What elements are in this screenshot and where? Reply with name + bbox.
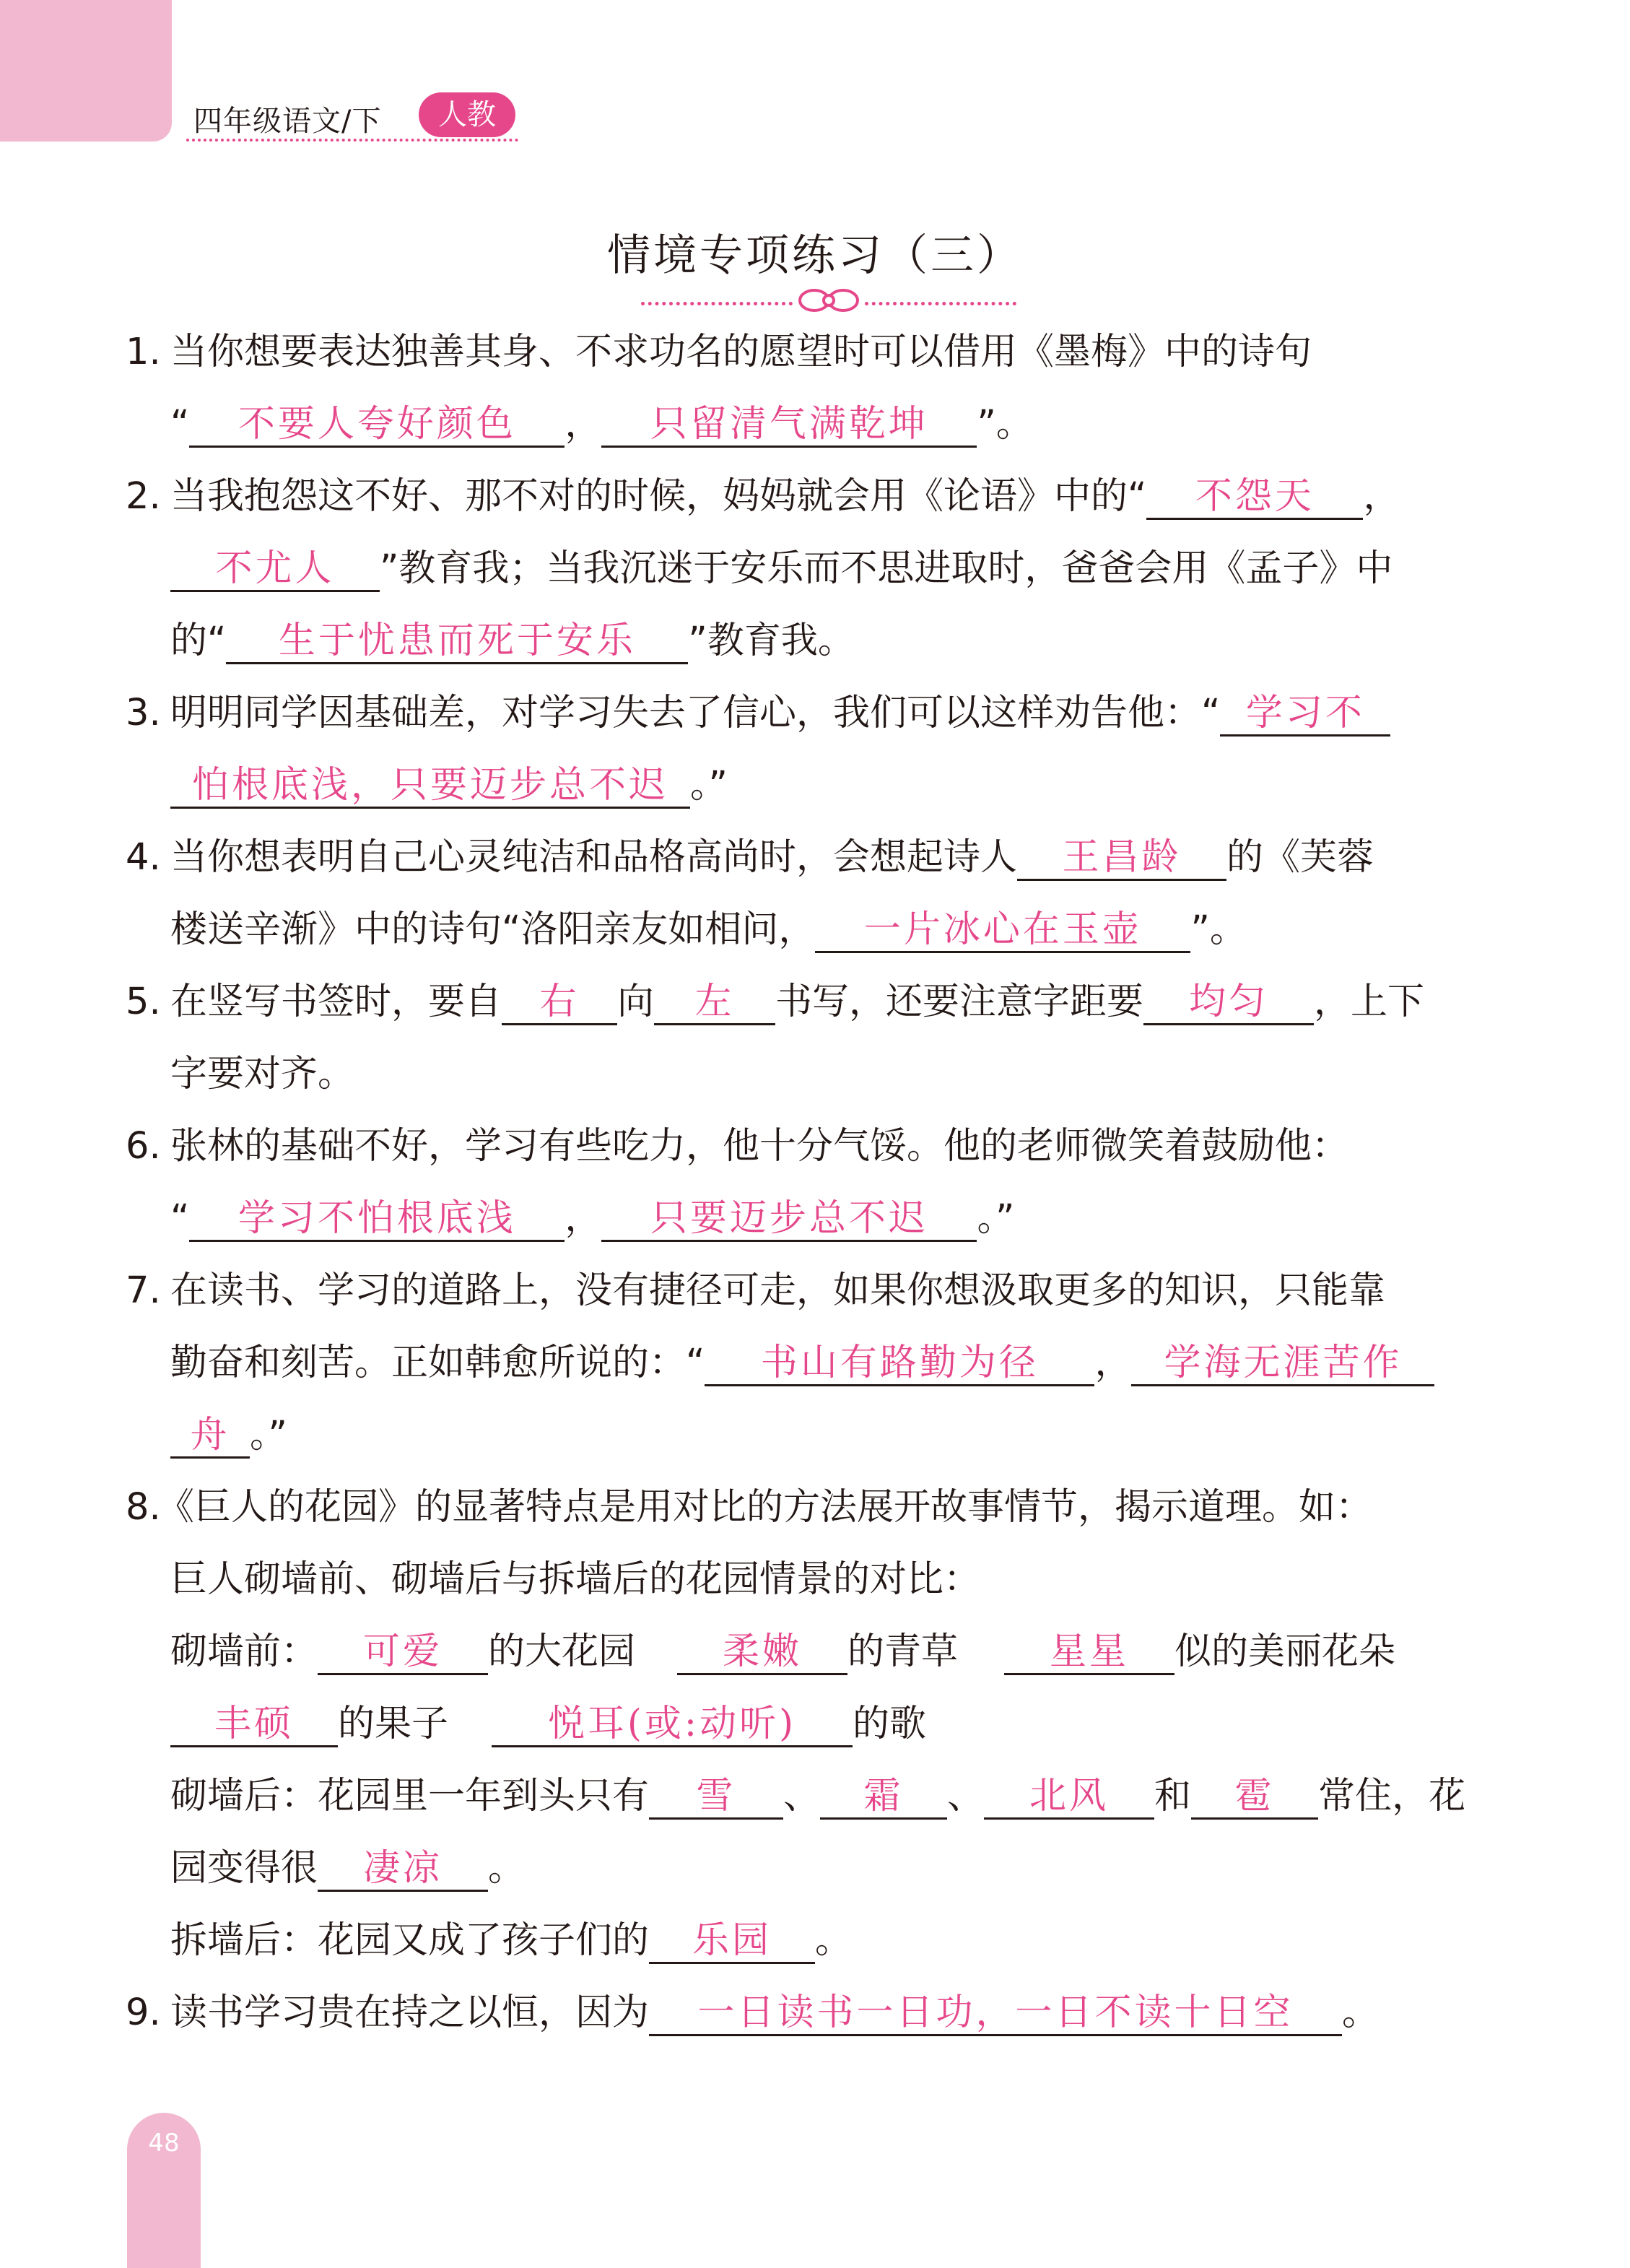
answer-blank: 悦耳(或:动听) xyxy=(492,1703,853,1747)
question-number: 2. xyxy=(126,475,161,518)
answer-blank: 霜 xyxy=(820,1776,947,1820)
answer-blank: 可爱 xyxy=(318,1631,488,1675)
question-text: 在读书、学习的道路上，没有捷径可走，如果你想汲取更多的知识，只能靠 xyxy=(170,1269,1386,1312)
comma: ， xyxy=(1094,1342,1132,1384)
question-number: 3. xyxy=(126,692,161,734)
question-text: 书写，还要注意字距要 xyxy=(775,981,1144,1023)
comma: ， xyxy=(565,403,602,446)
answer-blank: 星星 xyxy=(1004,1631,1174,1675)
question-6 xyxy=(126,1111,1512,1255)
corner-tab xyxy=(0,0,172,142)
question-3 xyxy=(126,677,1512,822)
page-number-tab xyxy=(127,2113,201,2268)
ornament-dots-right xyxy=(865,302,1016,305)
question-text: 和 xyxy=(1154,1775,1192,1817)
open-quote: “ xyxy=(170,1197,190,1240)
question-text: 张林的基础不好，学习有些吃力，他十分气馁。他的老师微笑着鼓励他： xyxy=(170,1125,1349,1168)
question-number: 6. xyxy=(126,1125,161,1168)
after-label: 砌墙后：花园里一年到头只有 xyxy=(170,1775,650,1817)
answer-blank: 一片冰心在玉壶 xyxy=(815,909,1190,953)
question-text: 常住，花 xyxy=(1318,1775,1466,1817)
question-text: 。 xyxy=(1342,1991,1380,2034)
question-text: 向 xyxy=(617,981,655,1023)
before-label: 砌墙前： xyxy=(170,1630,318,1673)
answer-blank: 生于忧患而死于安乐 xyxy=(226,620,688,664)
answer-blank: 丰硕 xyxy=(170,1703,338,1747)
answer-blank: 舟 xyxy=(170,1415,250,1459)
question-text: 当我抱怨这不好、那不对的时候，妈妈就会用《论语》中的“ xyxy=(170,475,1147,518)
question-text: 《巨人的花园》的显著特点是用对比的方法展开故事情节，揭示道理。如： xyxy=(157,1486,1373,1529)
question-text: 勤奋和刻苦。正如韩愈所说的：“ xyxy=(170,1342,705,1384)
answer-blank: 凄凉 xyxy=(318,1848,488,1892)
answer-blank: 不怨天 xyxy=(1146,476,1363,520)
question-number: 4. xyxy=(126,836,161,879)
question-text: 当你想要表达独善其身、不求功名的愿望时可以借用《墨梅》中的诗句 xyxy=(170,331,1312,373)
answer-blank: 雪 xyxy=(649,1776,783,1820)
separator: 、 xyxy=(947,1775,985,1817)
comma: ， xyxy=(565,1197,602,1240)
question-text: 的大花园 xyxy=(488,1630,636,1673)
question-text: ”教育我。 xyxy=(688,620,855,662)
question-7 xyxy=(126,1255,1512,1472)
answer-blank: 只要迈步总不迟 xyxy=(601,1198,977,1242)
page-title: 情境专项练习（三） xyxy=(607,230,1023,281)
question-text: ，上下 xyxy=(1314,981,1425,1023)
close-quote: 。” xyxy=(977,1197,1015,1240)
answer-blank: 学习不 xyxy=(1220,692,1390,737)
question-number: 7. xyxy=(126,1269,161,1312)
question-number: 1. xyxy=(126,331,161,373)
question-text: 在竖写书签时，要自 xyxy=(170,981,502,1023)
header-badge: 人教 xyxy=(419,92,515,137)
question-text: 的“ xyxy=(170,620,227,662)
answer-blank: 一日读书一日功，一日不读十日空 xyxy=(649,1992,1342,2036)
page-number: 48 xyxy=(148,2129,180,2158)
answer-blank: 右 xyxy=(502,981,617,1025)
question-text: 的果子 xyxy=(338,1703,449,1745)
answer-blank: 只留清气满乾坤 xyxy=(601,404,977,448)
question-number: 8. xyxy=(126,1486,161,1529)
demolish-label: 拆墙后：花园又成了孩子们的 xyxy=(170,1919,650,1962)
close-quote: ”。 xyxy=(977,403,1033,446)
answer-blank: 雹 xyxy=(1191,1776,1318,1820)
answer-blank: 不尤人 xyxy=(170,548,380,592)
question-number: 5. xyxy=(126,981,161,1023)
question-text: 。 xyxy=(488,1847,526,1890)
comma: ， xyxy=(1363,475,1400,518)
answer-blank: 柔嫩 xyxy=(677,1631,847,1675)
bow-icon xyxy=(797,286,860,315)
question-text: 的《芙蓉 xyxy=(1226,836,1374,879)
question-2 xyxy=(126,461,1512,677)
question-4 xyxy=(126,822,1512,966)
question-text: 似的美丽花朵 xyxy=(1174,1630,1396,1673)
question-text: 园变得很 xyxy=(170,1847,318,1890)
question-1 xyxy=(126,316,1512,461)
question-9 xyxy=(126,1977,1512,2049)
answer-blank: 学习不怕根底浅 xyxy=(189,1198,565,1242)
question-text: 读书学习贵在持之以恒，因为 xyxy=(170,1991,650,2034)
answer-blank: 北风 xyxy=(984,1776,1154,1820)
answer-blank: 左 xyxy=(654,981,775,1025)
close-quote: ”。 xyxy=(1190,908,1247,951)
answer-blank: 怕根底浅，只要迈步总不迟 xyxy=(170,765,690,809)
question-text: ”教育我；当我沉迷于安乐而不思进取时，爸爸会用《孟子》中 xyxy=(380,547,1393,590)
answer-blank: 乐园 xyxy=(649,1920,815,1964)
answer-blank: 学海无涯苦作 xyxy=(1131,1342,1434,1386)
question-text: 楼送辛渐》中的诗句“洛阳亲友如相问， xyxy=(170,908,816,951)
question-5 xyxy=(126,966,1512,1111)
question-text: 字要对齐。 xyxy=(170,1053,355,1095)
question-text: 当你想表明自己心灵纯洁和品格高尚时，会想起诗人 xyxy=(170,836,1018,879)
question-8 xyxy=(126,1472,1512,1977)
header-grade: 四年级语文/下 xyxy=(193,105,382,138)
answer-blank: 均匀 xyxy=(1143,981,1314,1025)
question-text: 。 xyxy=(815,1919,853,1962)
question-text: 的青草 xyxy=(847,1630,959,1673)
title-ornament xyxy=(641,286,1016,315)
question-text: 的歌 xyxy=(853,1703,927,1745)
header-divider xyxy=(186,139,518,142)
ornament-dots-left xyxy=(641,302,793,305)
question-text: 巨人砌墙前、砌墙后与拆墙后的花园情景的对比： xyxy=(170,1558,981,1601)
close-quote: 。” xyxy=(250,1414,287,1456)
open-quote: “ xyxy=(170,403,190,446)
separator: 、 xyxy=(783,1775,821,1817)
close-quote: 。” xyxy=(690,764,728,807)
answer-blank: 不要人夸好颜色 xyxy=(189,404,565,448)
answer-blank: 书山有路勤为径 xyxy=(705,1342,1094,1386)
answer-blank: 王昌龄 xyxy=(1017,837,1226,881)
question-text: 明明同学因基础差，对学习失去了信心，我们可以这样劝告他：“ xyxy=(170,692,1221,734)
question-number: 9. xyxy=(126,1991,161,2034)
